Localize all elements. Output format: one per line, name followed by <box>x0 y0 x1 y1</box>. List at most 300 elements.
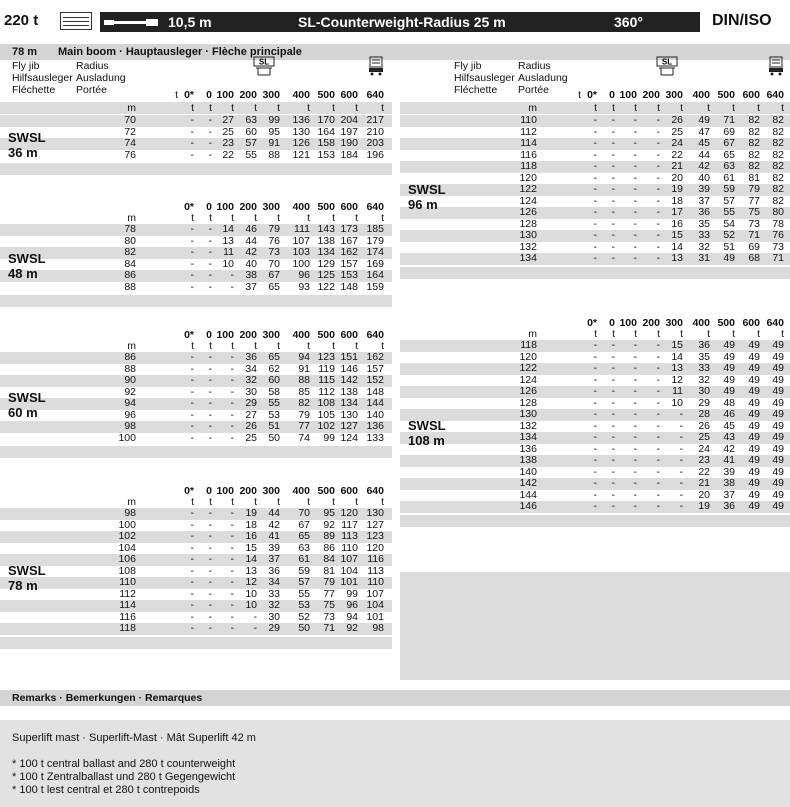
load-cell: 204 <box>340 114 358 126</box>
radius-cell: 130 <box>519 229 537 241</box>
load-cell: 67 <box>268 269 280 281</box>
load-cell: - <box>611 362 615 374</box>
load-cell: 152 <box>366 374 384 386</box>
load-cell: - <box>633 206 637 218</box>
unit-t: t <box>612 102 615 114</box>
load-cell: 82 <box>772 160 784 172</box>
load-cell: 11 <box>672 385 683 397</box>
jib-label <box>8 563 54 593</box>
load-cell: - <box>190 351 194 363</box>
load-cell: - <box>593 240 597 253</box>
load-cell: 49 <box>772 373 784 386</box>
load-cell: - <box>633 373 637 386</box>
label-radius: Radius <box>76 60 109 72</box>
load-cell: 49 <box>748 431 760 443</box>
load-cell: 112 <box>318 385 335 398</box>
svg-text:SL: SL <box>661 57 673 67</box>
load-cell: - <box>633 183 637 195</box>
load-cell: 49 <box>772 500 784 512</box>
load-cell: 32 <box>698 373 710 386</box>
load-cell: 11 <box>223 246 234 258</box>
load-cell: 65 <box>298 530 310 542</box>
load-cell: - <box>230 587 234 600</box>
load-cell: 63 <box>298 541 310 554</box>
load-cell: 42 <box>245 246 257 258</box>
load-cell: - <box>190 622 194 634</box>
load-cell: 92 <box>346 622 358 634</box>
load-cell: - <box>190 518 194 531</box>
load-cell: 169 <box>366 257 384 270</box>
load-cell: - <box>208 610 212 623</box>
load-cell: 159 <box>366 280 384 293</box>
label-ausladung: Ausladung <box>518 72 568 84</box>
weight-header: 200 <box>239 201 257 213</box>
weight-header: 200 <box>239 89 257 101</box>
load-cell: 96 <box>298 269 310 281</box>
load-cell: 105 <box>317 408 335 421</box>
load-cell: - <box>190 431 194 444</box>
radius-cell: 122 <box>519 183 537 195</box>
load-cell: - <box>593 171 597 184</box>
load-cell: 37 <box>245 280 257 293</box>
load-cell: 35 <box>698 350 710 363</box>
load-cell: 85 <box>298 385 310 398</box>
load-cell: 57 <box>723 194 735 207</box>
load-cell: - <box>611 194 615 207</box>
load-cell: 20 <box>698 488 710 501</box>
weight-header: 300 <box>262 329 280 341</box>
load-cell: - <box>633 240 637 253</box>
load-cell: 71 <box>772 252 784 264</box>
load-cell: 146 <box>340 362 358 375</box>
weight-header: 0 <box>206 89 212 101</box>
load-cell: - <box>633 454 637 466</box>
load-cell: - <box>593 373 597 386</box>
load-cell: 42 <box>698 160 710 172</box>
load-cell: 81 <box>323 564 335 577</box>
load-cell: - <box>593 431 597 443</box>
table-row <box>400 161 790 173</box>
load-cell: 70 <box>298 507 310 519</box>
load-cell: 67 <box>723 137 735 149</box>
load-cell: - <box>230 507 234 519</box>
load-cell: 134 <box>340 397 358 409</box>
weight-header: 640 <box>366 329 384 341</box>
load-cell: 54 <box>723 217 735 230</box>
load-cell: 91 <box>268 137 280 149</box>
load-cell: - <box>190 397 194 409</box>
load-cell: 120 <box>340 507 358 519</box>
unit-t: t <box>307 212 310 224</box>
load-cell: - <box>593 148 597 161</box>
load-cell: - <box>656 148 660 161</box>
unit-t: t <box>332 212 335 224</box>
block-footer <box>0 163 392 175</box>
load-cell: - <box>656 373 660 386</box>
load-cell: 151 <box>340 351 358 363</box>
load-cell: - <box>593 419 597 432</box>
load-cell: - <box>656 454 660 466</box>
block-footer <box>0 295 392 307</box>
main-boom-label: Main boom · Hauptausleger · Flèche principale <box>58 46 302 58</box>
load-cell: - <box>208 587 212 600</box>
load-cell: 49 <box>748 465 760 478</box>
weight-header: 300 <box>665 89 683 101</box>
counterweight-icon <box>768 56 784 76</box>
weight-header: 0 <box>609 89 615 101</box>
load-cell: - <box>593 206 597 218</box>
load-cell: 18 <box>245 518 257 531</box>
table-row <box>0 554 392 566</box>
load-cell: 24 <box>671 137 683 149</box>
load-cell: - <box>656 206 660 218</box>
radius-cell: 84 <box>124 257 136 270</box>
load-cell: - <box>208 431 212 444</box>
load-cell: - <box>633 252 637 264</box>
load-cell: 20 <box>671 171 683 184</box>
load-cell: 13 <box>671 362 683 374</box>
load-cell: 25 <box>671 125 683 138</box>
load-cell: 36 <box>698 206 710 218</box>
radius-cell: 108 <box>118 564 136 577</box>
weight-header: 400 <box>292 201 310 213</box>
load-cell: 184 <box>340 148 358 161</box>
radius-cell: 102 <box>118 530 136 542</box>
load-cell: - <box>190 280 194 293</box>
jib-label <box>8 130 54 160</box>
unit-t: t <box>381 340 384 352</box>
radius-cell: 124 <box>519 373 537 386</box>
table-row <box>0 375 392 387</box>
load-cell: - <box>190 541 194 554</box>
unit-t: t <box>231 102 234 114</box>
jib-label <box>8 390 54 420</box>
load-cell: - <box>593 194 597 207</box>
load-cell: 158 <box>317 137 335 149</box>
load-cell: 51 <box>723 240 735 253</box>
radius-cell: 138 <box>519 454 537 466</box>
load-cell: 42 <box>723 442 735 455</box>
load-cell: 55 <box>268 397 280 409</box>
load-cell: 49 <box>772 442 784 455</box>
table-row <box>0 270 392 282</box>
unit-t: t <box>209 212 212 224</box>
load-cell: 104 <box>340 564 358 577</box>
load-cell: 23 <box>698 454 710 466</box>
unit-t: t <box>332 102 335 114</box>
load-cell: 50 <box>298 622 310 634</box>
load-cell: 82 <box>772 148 784 161</box>
load-cell: 59 <box>298 564 310 577</box>
load-cell: 10 <box>245 587 257 600</box>
load-cell: 58 <box>268 385 280 398</box>
load-cell: 27 <box>245 408 257 421</box>
radius-cell: 112 <box>520 125 537 138</box>
load-cell: 79 <box>748 183 760 195</box>
load-cell: - <box>633 148 637 161</box>
load-cell: 82 <box>772 114 784 126</box>
load-cell: 136 <box>366 420 384 432</box>
load-cell: - <box>656 229 660 241</box>
radius-cell: 126 <box>519 206 537 218</box>
load-cell: 44 <box>245 234 257 247</box>
load-cell: 140 <box>366 408 384 421</box>
load-cell: - <box>633 477 637 489</box>
table-row <box>0 398 392 410</box>
load-cell: 173 <box>340 223 358 235</box>
load-cell: - <box>253 610 257 623</box>
radius-cell: 72 <box>124 125 136 138</box>
load-cell: 82 <box>748 148 760 161</box>
load-cell: 95 <box>323 507 335 519</box>
load-cell: - <box>679 431 683 443</box>
load-cell: - <box>611 477 615 489</box>
load-cell: - <box>208 234 212 247</box>
load-cell: - <box>679 465 683 478</box>
load-cell: 103 <box>292 246 310 258</box>
load-cell: 45 <box>698 137 710 149</box>
table-row <box>400 115 790 127</box>
load-cell: - <box>611 408 615 420</box>
radius-cell: 86 <box>124 351 136 363</box>
load-cell: 82 <box>748 137 760 149</box>
table-row <box>0 352 392 364</box>
label-ausladung: Ausladung <box>76 72 126 84</box>
load-cell: - <box>611 125 615 138</box>
remark-line: * 100 t lest central et 280 t contrepoids <box>12 784 200 796</box>
load-cell: - <box>656 465 660 478</box>
load-cell: - <box>190 246 194 258</box>
load-cell: - <box>593 442 597 455</box>
load-cell: - <box>190 385 194 398</box>
weight-header: 0 <box>609 317 615 329</box>
load-cell: 32 <box>698 240 710 253</box>
weight-header: 100 <box>619 89 637 101</box>
load-cell: - <box>633 160 637 172</box>
load-cell: 49 <box>748 396 760 409</box>
weight-header: 500 <box>317 201 335 213</box>
load-cell: 40 <box>698 171 710 184</box>
load-cell: 10 <box>671 396 683 409</box>
load-cell: 74 <box>298 431 310 444</box>
radius-cell: 144 <box>519 488 537 501</box>
load-cell: - <box>633 396 637 409</box>
unit-t: t <box>254 340 257 352</box>
weight-header: 600 <box>340 485 358 497</box>
weight-header: 400 <box>692 317 710 329</box>
load-cell: 73 <box>748 217 760 230</box>
load-cell: - <box>611 171 615 184</box>
load-cell: 92 <box>323 518 335 531</box>
load-cell: - <box>633 408 637 420</box>
column-labels <box>12 60 126 96</box>
load-cell: - <box>611 252 615 264</box>
radius-cell: 86 <box>124 269 136 281</box>
load-cell: 119 <box>318 362 335 375</box>
load-cell: 37 <box>268 553 280 565</box>
radius-cell: 114 <box>520 137 537 149</box>
load-cell: 107 <box>366 587 384 600</box>
load-cell: 14 <box>671 240 683 253</box>
load-cell: 153 <box>317 148 335 161</box>
load-cell: - <box>208 553 212 565</box>
load-cell: - <box>611 419 615 432</box>
load-cell: 134 <box>317 246 335 258</box>
load-cell: - <box>593 229 597 241</box>
weight-header: 400 <box>292 329 310 341</box>
load-cell: 29 <box>268 622 280 634</box>
load-cell: 61 <box>298 553 310 565</box>
load-cell: 49 <box>772 362 784 374</box>
weight-header: 500 <box>317 329 335 341</box>
table-row <box>0 247 392 259</box>
load-cell: - <box>208 397 212 409</box>
load-cell: 26 <box>698 419 710 432</box>
load-cell: - <box>190 553 194 565</box>
load-cell: - <box>593 477 597 489</box>
load-cell: 49 <box>748 500 760 512</box>
load-cell: 31 <box>698 252 710 264</box>
load-cell: 179 <box>366 234 384 247</box>
load-cell: 28 <box>698 408 710 420</box>
unit-t: t <box>381 102 384 114</box>
load-cell: 81 <box>748 171 760 184</box>
load-cell: 49 <box>772 350 784 363</box>
unit-m: m <box>127 496 136 508</box>
unit-t: t <box>680 102 683 114</box>
load-cell: - <box>656 488 660 501</box>
load-cell: - <box>656 419 660 432</box>
load-cell: 99 <box>268 114 280 126</box>
load-cell: 53 <box>268 408 280 421</box>
load-cell: 210 <box>366 125 384 138</box>
radius-cell: 80 <box>124 234 136 247</box>
unit-t: t <box>277 212 280 224</box>
load-cell: - <box>230 280 234 293</box>
load-cell: 107 <box>292 234 310 247</box>
weight-header: 500 <box>717 317 735 329</box>
load-cell: 52 <box>298 610 310 623</box>
load-cell: 94 <box>346 610 358 623</box>
load-cell: 197 <box>340 125 358 138</box>
load-cell: 115 <box>318 374 335 386</box>
load-cell: - <box>593 183 597 195</box>
load-cell: - <box>230 397 234 409</box>
jib-length: 48 m <box>8 265 38 281</box>
load-cell: - <box>208 148 212 161</box>
radius-cell: 74 <box>124 137 136 149</box>
load-cell: 49 <box>723 252 735 264</box>
load-cell: - <box>208 269 212 281</box>
load-cell: 174 <box>366 246 384 258</box>
load-cell: - <box>656 339 660 351</box>
radius-cell: 128 <box>519 217 537 230</box>
load-cell: 49 <box>772 396 784 409</box>
unit-t: t <box>732 102 735 114</box>
load-cell: 13 <box>222 234 234 247</box>
unit-t: t <box>209 340 212 352</box>
load-cell: - <box>230 530 234 542</box>
table-row <box>0 600 392 612</box>
load-cell: - <box>230 576 234 588</box>
load-cell: 49 <box>748 350 760 363</box>
load-cell: 47 <box>698 125 710 138</box>
load-cell: 124 <box>340 431 358 444</box>
load-cell: - <box>611 350 615 363</box>
load-cell: 80 <box>772 206 784 218</box>
load-cell: 148 <box>340 280 358 293</box>
jib-length: 60 m <box>8 405 38 420</box>
unit-t: t <box>732 328 735 340</box>
load-cell: 41 <box>268 530 280 542</box>
load-cell: - <box>656 431 660 443</box>
jib-type: SWSL <box>8 250 46 266</box>
load-cell: - <box>190 137 194 149</box>
load-cell: - <box>190 125 194 138</box>
load-cell: 82 <box>772 125 784 138</box>
load-cell: - <box>208 420 212 432</box>
load-cell: 153 <box>340 269 358 281</box>
label-portee: Portée <box>76 84 107 96</box>
load-cell: - <box>208 530 212 542</box>
load-cell: 39 <box>698 183 710 195</box>
load-cell: 57 <box>245 137 257 149</box>
load-cell: 43 <box>723 431 735 443</box>
load-cell: 117 <box>341 518 358 531</box>
load-cell: 49 <box>748 419 760 432</box>
unit-t: t <box>231 212 234 224</box>
svg-text:SL: SL <box>258 57 270 67</box>
radius-cell: 114 <box>119 599 136 611</box>
load-cell: 15 <box>671 229 683 241</box>
load-cell: - <box>593 454 597 466</box>
load-cell: - <box>230 374 234 386</box>
load-cell: 68 <box>748 252 760 264</box>
unit-m: m <box>528 328 537 340</box>
load-cell: - <box>230 518 234 531</box>
load-cell: - <box>230 408 234 421</box>
load-cell: 203 <box>366 137 384 149</box>
weight-header: 0* <box>587 89 597 101</box>
load-cell: 71 <box>723 114 735 126</box>
jib-length: 96 m <box>408 196 438 212</box>
jib-length: 36 m <box>8 145 38 160</box>
page-header <box>0 0 790 40</box>
weight-header: 400 <box>292 485 310 497</box>
load-cell: 130 <box>366 507 384 519</box>
load-cell: 70 <box>268 257 280 270</box>
load-cell: 33 <box>698 362 710 374</box>
load-cell: - <box>208 137 212 149</box>
weight-header: 500 <box>317 89 335 101</box>
label-hilfsausleger: Hilfsausleger <box>454 72 515 84</box>
weight-header: 200 <box>239 485 257 497</box>
load-cell: 104 <box>366 599 384 611</box>
load-cell: - <box>190 610 194 623</box>
load-cell: 53 <box>298 599 310 611</box>
load-cell: - <box>190 599 194 611</box>
weight-header: 100 <box>216 329 234 341</box>
load-cell: 49 <box>723 362 735 374</box>
main-boom-length: 78 m <box>12 46 38 58</box>
load-cell: 30 <box>245 385 257 398</box>
load-cell: - <box>593 339 597 351</box>
load-cell: - <box>633 171 637 184</box>
load-cell: 50 <box>268 431 280 444</box>
radius-cell: 76 <box>124 148 136 161</box>
load-cell: - <box>230 431 234 444</box>
jib-label <box>408 182 454 212</box>
